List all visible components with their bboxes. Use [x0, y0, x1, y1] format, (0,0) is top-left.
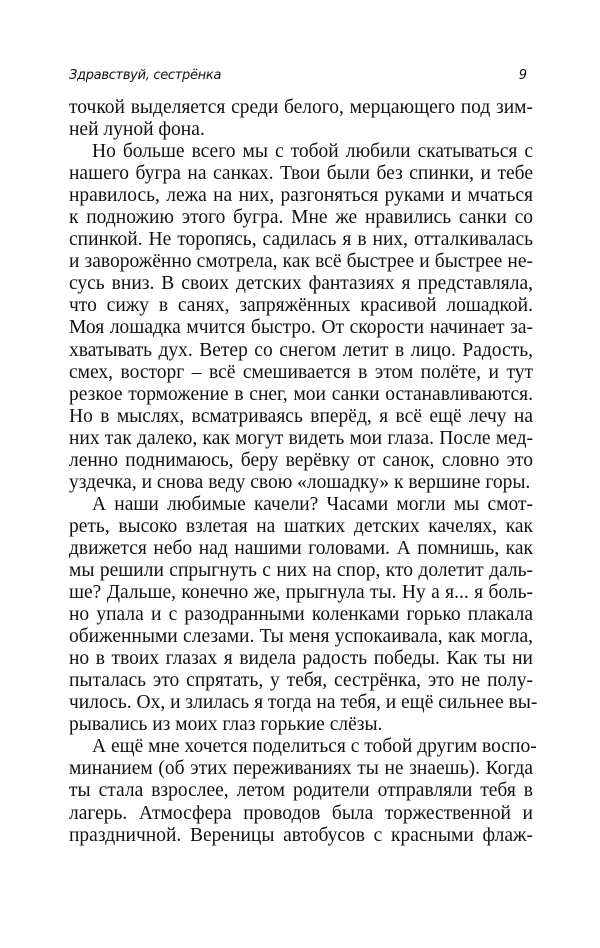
book-page: [69, 0, 538, 948]
text-line: но упала и с разодранными коленками горько плакала: [69, 604, 533, 626]
text-line: рывались из моих глаз горькие слёзы.: [69, 714, 383, 736]
text-line: Но в мыслях, всматриваясь вперёд, я всё ещё лечу на: [69, 405, 533, 427]
body-text: [69, 97, 538, 847]
text-line: лагерь. Атмосфера проводов была торжественной и: [69, 802, 533, 824]
text-line: А наши любимые качели? Часами могли мы смот-: [92, 493, 533, 515]
text-line: к подножию этого бугра. Мне же нравились санки со: [69, 207, 533, 229]
text-line: обиженными слезами. Ты меня успокаивала, как могла,: [69, 626, 533, 648]
text-line: хватывать дух. Ветер со снегом летит в лицо. Радость,: [69, 339, 533, 361]
paragraph: [69, 97, 533, 141]
text-line: но в твоих глазах я видела радость победы. Как ты ни: [69, 648, 533, 670]
text-line: А ещё мне хочется поделиться с тобой другим воспо-: [92, 736, 537, 758]
text-line: спинкой. Не торопясь, садилась я в них, отталкивалась: [69, 229, 533, 251]
text-line: уздечка, и снова веду свою «лошадку» к вершине горы.: [69, 471, 531, 493]
paragraph: [69, 141, 533, 494]
text-line: точкой выделяется среди белого, мерцающего под зим-: [69, 97, 533, 118]
text-line: Моя лошадка мчится быстро. От скорости начинает за-: [69, 317, 533, 339]
text-line: сусь вниз. В своих детских фантазиях я представляла,: [69, 273, 533, 295]
text-line: ней луной фона.: [69, 119, 205, 141]
text-line: реть, высоко взлетая на шатких детских качелях, как: [69, 515, 533, 537]
text-line: мы решили спрыгнуть с них на спор, кто долетит даль-: [69, 559, 533, 581]
running-head-title: Здравствуй, сестрёнка: [69, 68, 222, 83]
paragraph: [69, 736, 537, 846]
text-line: чилось. Ох, и злилась я тогда на тебя, и ещё сильнее вы-: [69, 692, 538, 714]
text-line: ленно поднимаюсь, беру верёвку от санок, словно это: [69, 449, 533, 471]
text-line: что сижу в санях, запряжённых красивой лошадкой.: [69, 295, 533, 317]
text-line: Но больше всего мы с тобой любили скатываться с: [92, 141, 533, 163]
text-line: праздничной. Вереницы автобусов с красными флаж-: [69, 824, 533, 846]
paragraph: [69, 493, 538, 737]
page-number: 9: [518, 68, 527, 83]
text-line: нравилось, лежа на них, разгоняться руками и мчаться: [69, 185, 533, 207]
text-line: и заворожённо смотрела, как всё быстрее и быстрее не-: [69, 251, 533, 273]
running-head: [69, 66, 533, 86]
text-line: них так далеко, как могут видеть мои глаза. После мед-: [69, 427, 533, 449]
text-line: ты стала взрослее, летом родители отправляли тебя в: [69, 780, 533, 802]
text-line: смех, восторг – всё смешивается в этом полёте, и тут: [69, 361, 533, 383]
text-line: нашего бугра на санках. Твои были без спинки, и тебе: [69, 163, 533, 185]
text-line: пыталась это спрятать, у тебя, сестрёнка, это не полу-: [69, 670, 533, 692]
text-line: резкое торможение в снег, мои санки останавливаются.: [69, 383, 533, 405]
text-line: ше? Дальше, конечно же, прыгнула ты. Ну а я... я боль-: [69, 582, 533, 604]
text-line: минанием (об этих переживаниях ты не знаешь). Когда: [69, 758, 533, 780]
text-line: движется небо над нашими головами. А помнишь, как: [69, 537, 533, 559]
